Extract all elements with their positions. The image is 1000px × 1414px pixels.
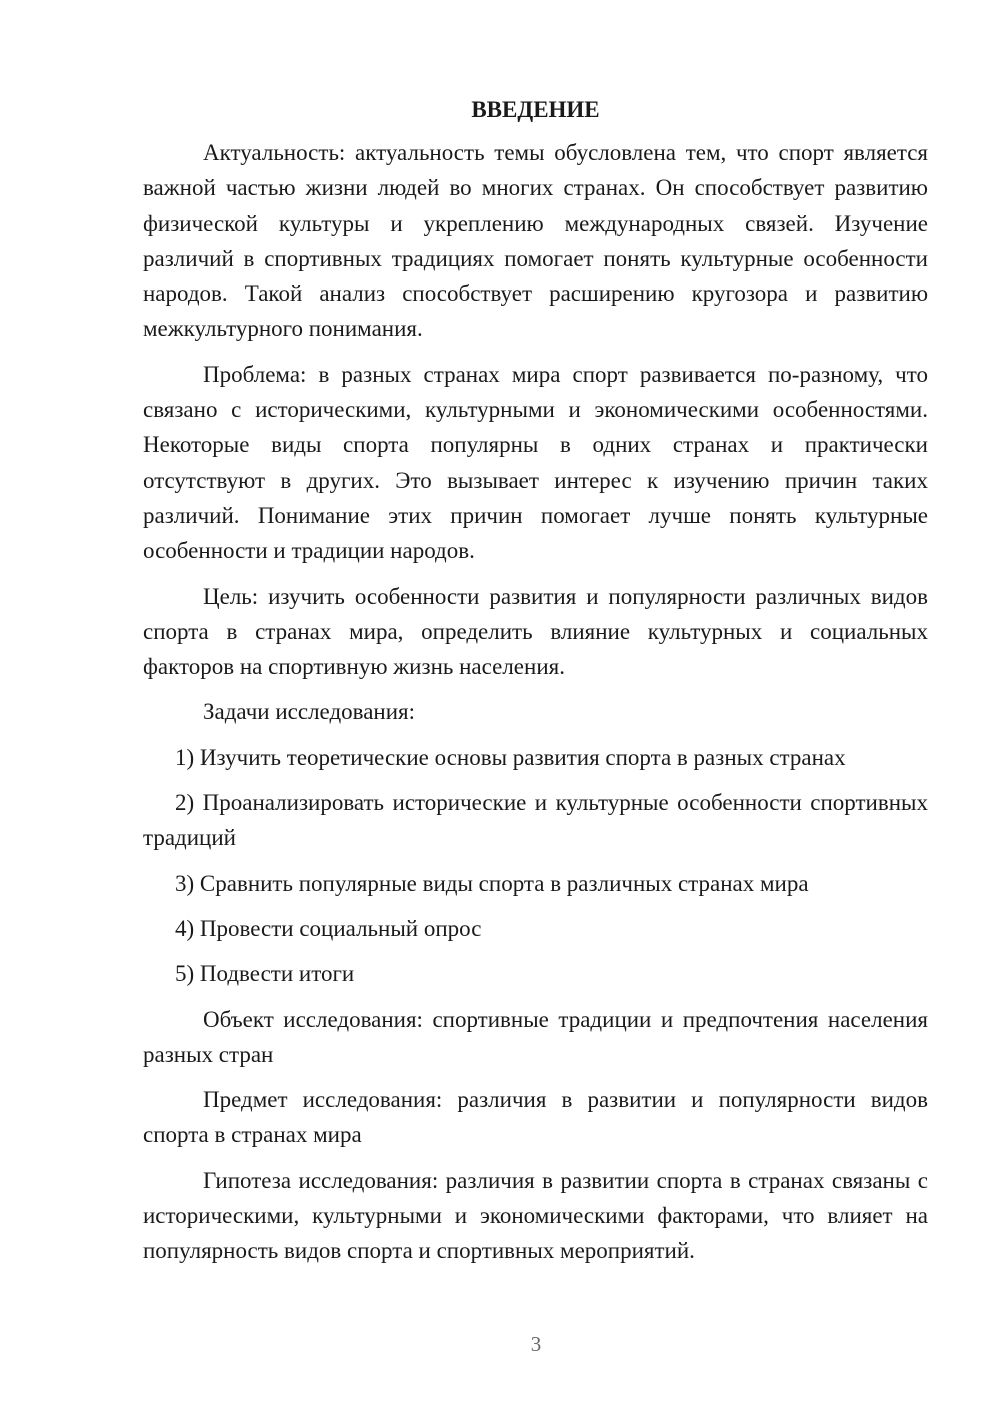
relevance-paragraph: Актуальность: актуальность темы обусловлена тем, что спорт является важной частью жизни людей во многих странах. Он способствует развитию физической культуры и укреплению международных связей. Изучение различий в спортивных традициях помогает понять культурные особенности народов. Такой анализ способствует расширению кругозора и развитию межкультурного понимания. (143, 140, 928, 342)
task-item-4: 4) Провести социальный опрос (175, 915, 482, 941)
page-number: 3 (530, 1332, 542, 1356)
subject-paragraph: Предмет исследования: различия в развитии и популярности видов спорта в странах мира (143, 1087, 928, 1148)
page-title: ВВЕДЕНИЕ (471, 97, 600, 122)
goal-paragraph: Цель: изучить особенности развития и популярности различных видов спорта в странах мира, определить влияние культурных и социальных факторов на спортивную жизнь населения. (143, 583, 928, 680)
hypothesis-paragraph: Гипотеза исследования: различия в развитии спорта в странах связаны с историческими, культурными и экономическими факторами, что влияет на популярность видов спорта и спортивных мероприятий. (143, 1167, 928, 1264)
object-paragraph: Объект исследования: спортивные традиции и предпочтения населения разных стран (143, 1006, 928, 1067)
task-item-5: 5) Подвести итоги (175, 961, 355, 987)
task-item-1: 1) Изучить теоретические основы развития спорта в разных странах (175, 744, 846, 770)
document-page (143, 92, 928, 1269)
task-item-2: 2) Проанализировать исторические и культурные особенности спортивных традиций (143, 790, 928, 851)
task-item-3: 3) Сравнить популярные виды спорта в различных странах мира (175, 870, 809, 896)
problem-paragraph: Проблема: в разных странах мира спорт развивается по-разному, что связано с историческими, культурными и экономическими особенностями. Некоторые виды спорта популярны в одних странах и практически отсутствуют в других. Это вызывает интерес к изучению причин таких различий. Понимание этих причин помогает лучше понять культурные особенности и традиции народов. (143, 361, 928, 564)
tasks-heading: Задачи исследования: (203, 699, 416, 725)
